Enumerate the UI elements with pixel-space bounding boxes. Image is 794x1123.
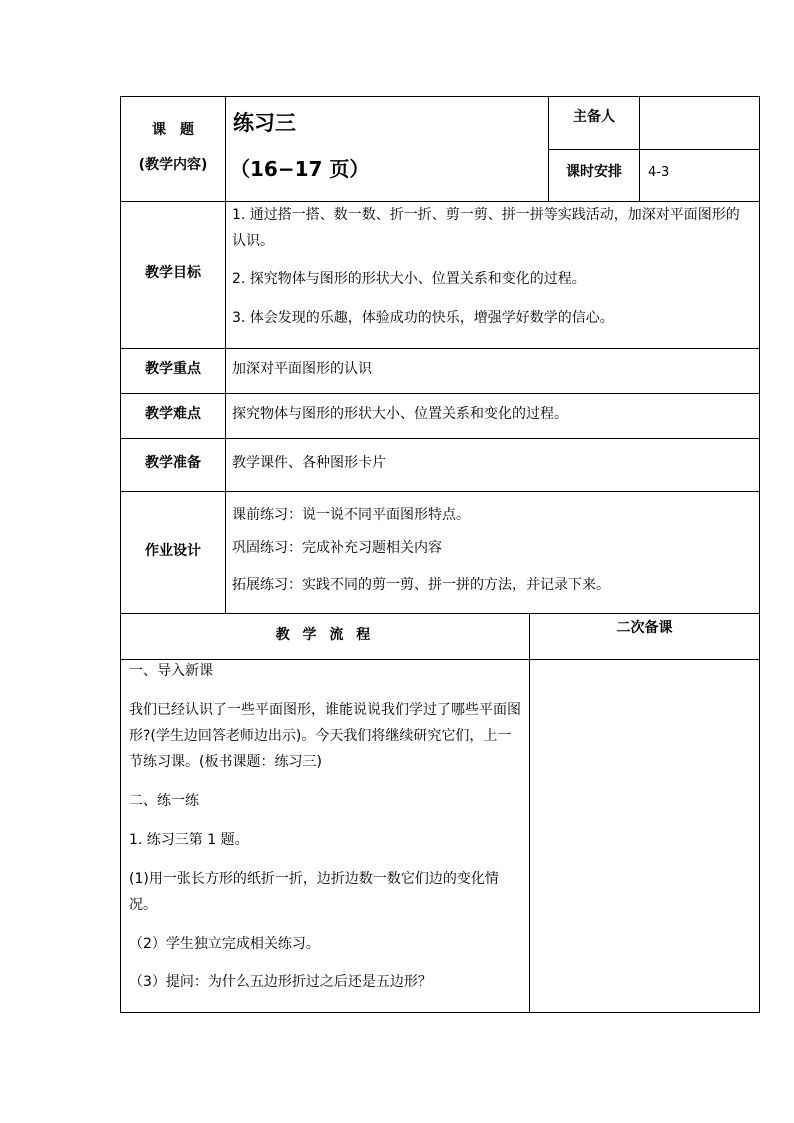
process-line-5: (1)用一张长方形的纸折一折，边折边数一数它们边的变化情况。 [129, 871, 499, 913]
process-header: 教 学 流 程 [275, 627, 375, 643]
process-line-7: （3）提问：为什么五边形折过之后还是五边形？ [129, 974, 432, 990]
key-points-value: 加深对平面图形的认识 [232, 361, 372, 377]
lesson-title: 练习三 [233, 111, 296, 135]
goals-label: 教学目标 [145, 265, 201, 281]
topic-label: 课 题 [152, 122, 194, 138]
preparation-value: 教学课件、各种图形卡片 [232, 455, 386, 471]
secondary-prep-header: 二次备课 [616, 620, 673, 636]
key-points-label: 教学重点 [145, 361, 201, 377]
topic-label-cell [120, 96, 226, 202]
process-line-6: （2）学生独立完成相关练习。 [129, 936, 320, 952]
schedule-label: 课时安排 [566, 164, 622, 180]
goal-item-1: 1. 通过搭一搭、数一数、折一折、剪一剪、拼一拼等实践活动，加深对平面图形的认识。 [232, 207, 740, 249]
homework-label: 作业设计 [145, 543, 201, 559]
process-line-4: 1. 练习三第 1 题。 [129, 832, 249, 848]
topic-label-sub: (教学内容) [138, 157, 208, 173]
process-line-3: 二、练一练 [129, 793, 199, 809]
goal-item-2: 2. 探究物体与图形的形状大小、位置关系和变化的过程。 [232, 271, 586, 287]
process-line-2: 我们已经认识了一些平面图形，谁能说说我们学过了哪些平面图形?(学生边回答老师边出示)。今天我们将继续研究它们，上一节练习课。(板书课题：练习三) [129, 702, 521, 770]
preparer-label: 主备人 [573, 109, 615, 125]
homework-item-2: 巩固练习：完成补充习题相关内容 [232, 540, 442, 556]
lesson-pages: （16−17 页） [230, 157, 370, 181]
homework-item-3: 拓展练习：实践不同的剪一剪、拼一拼的方法，并记录下来。 [232, 577, 610, 593]
schedule-value: 4-3 [648, 165, 670, 180]
process-line-1: 一、导入新课 [129, 663, 213, 679]
difficulty-value: 探究物体与图形的形状大小、位置关系和变化的过程。 [232, 406, 568, 422]
difficulty-label: 教学难点 [145, 406, 201, 422]
secondary-prep-content-cell [529, 659, 760, 1013]
homework-item-1: 课前练习：说一说不同平面图形特点。 [232, 507, 470, 523]
preparation-label: 教学准备 [145, 455, 201, 471]
goal-item-3: 3. 体会发现的乐趣，体验成功的快乐，增强学好数学的信心。 [232, 310, 614, 326]
preparer-value-cell [639, 96, 760, 150]
